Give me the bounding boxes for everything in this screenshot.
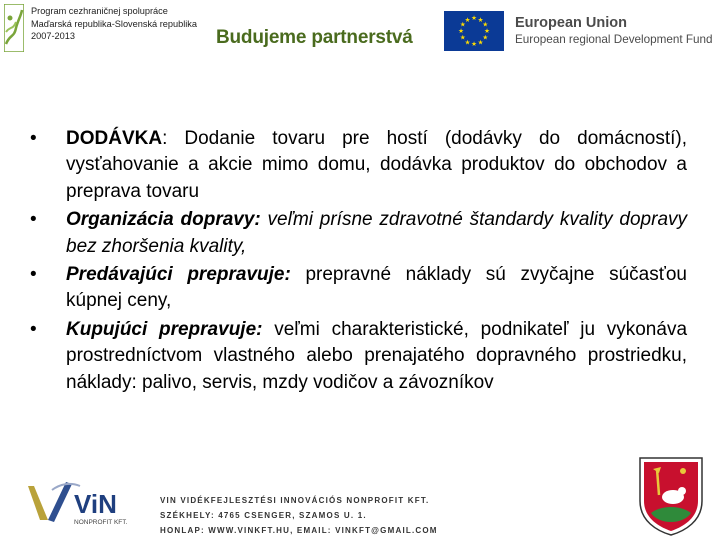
- eu-star-icon: ★: [458, 27, 464, 36]
- eu-star-icon: ★: [484, 27, 490, 36]
- eu-star-icon: ★: [459, 33, 466, 42]
- eu-star-icon: ★: [464, 38, 471, 47]
- program-line-2: Maďarská republika-Slovenská republika: [31, 18, 197, 29]
- bullet-item: [30, 126, 687, 205]
- eu-flag-icon: [444, 11, 504, 51]
- bullet-sep: :: [162, 128, 168, 149]
- bullet-icon: •: [30, 318, 37, 340]
- bullet-text: Dodanie tovaru pre hostí (dodávky do domácností), vysťahovanie a akcie mimo domu, dodávka produktov do obchodov a preprava tovaru: [66, 128, 687, 202]
- vin-logo-icon: [26, 480, 150, 528]
- coat-of-arms-icon: [637, 455, 705, 537]
- vin-logo-text: ViN: [74, 489, 117, 519]
- bullet-icon: •: [30, 128, 37, 149]
- bullet-list: [30, 126, 687, 396]
- vin-logo-sub: NONPROFIT KFT.: [74, 519, 128, 526]
- program-title: [31, 5, 197, 43]
- program-line-3: 2007-2013: [31, 31, 75, 42]
- eu-star-icon: ★: [482, 20, 489, 29]
- bullet-lead: Predávajúci prepravuje:: [66, 264, 291, 286]
- slogan: Budujeme partnerstvá: [216, 27, 413, 48]
- eu-star-icon: ★: [477, 15, 484, 24]
- bullet-icon: •: [30, 264, 37, 286]
- bullet-text: veľmi charakteristické, podnikateľ ju vykonáva prostredníctvom vlastného alebo prenajatého dopravného prostriedku, náklady: palivo, servis, mzdy vodičov a závozníkov: [66, 318, 688, 393]
- eu-title: European Union: [515, 15, 627, 31]
- footer: [0, 450, 720, 540]
- slide-content: [30, 126, 687, 398]
- eu-star-icon: ★: [482, 33, 489, 42]
- eu-subtitle: European regional Development Fund: [515, 33, 713, 46]
- bullet-item: [30, 262, 687, 315]
- eu-star-icon: ★: [459, 20, 466, 29]
- bullet-lead: Organizácia dopravy:: [66, 209, 261, 231]
- program-logo-icon: [4, 4, 24, 52]
- org-address: SZÉKHELY: 4765 CSENGER, SZAMOS U. 1.: [160, 511, 367, 520]
- eu-star-icon: ★: [471, 40, 477, 49]
- eu-star-icon: ★: [477, 38, 484, 47]
- program-line-1: Program cezhraničnej spolupráce: [31, 6, 168, 16]
- bullet-item: [30, 317, 687, 396]
- bullet-text: veľmi prísne zdravotné štandardy kvality dopravy bez zhoršenia kvality,: [66, 209, 688, 257]
- eu-star-icon: ★: [471, 14, 477, 23]
- bullet-icon: •: [30, 209, 37, 231]
- eu-star-icon: ★: [464, 15, 471, 24]
- bullet-lead: Kupujúci prepravuje:: [66, 318, 263, 340]
- bullet-text: prepravné náklady sú zvyčajne súčasťou kúpnej ceny,: [66, 264, 687, 312]
- bullet-item: [30, 207, 687, 260]
- header: [0, 0, 720, 72]
- bullet-lead: DODÁVKA: [66, 128, 163, 149]
- org-contact: HONLAP: WWW.VINKFT.HU, EMAIL: VINKFT@GMAIL.COM: [160, 526, 438, 535]
- org-name: VIN VIDÉKFEJLESZTÉSI INNOVÁCIÓS NONPROFIT KFT.: [160, 496, 430, 505]
